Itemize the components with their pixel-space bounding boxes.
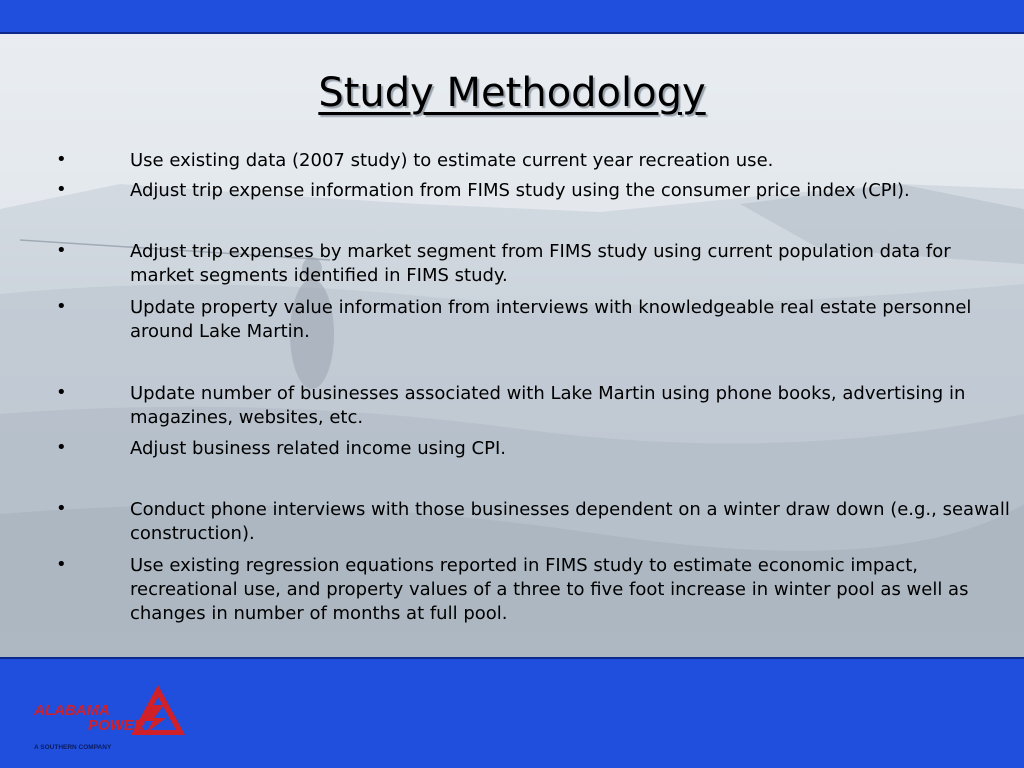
bullet-marker: • (56, 498, 67, 519)
top-banner (0, 0, 1024, 34)
bullet-marker: • (56, 554, 67, 575)
bullet-marker: • (56, 382, 67, 403)
svg-text:A SOUTHERN COMPANY: A SOUTHERN COMPANY (34, 744, 112, 751)
svg-text:ALABAMA: ALABAMA (34, 702, 110, 719)
bullet-text: Update number of businesses associated with Lake Martin using phone books, advertising in magazines, websites, etc. (130, 383, 966, 428)
bullet-text: Adjust trip expenses by market segment from FIMS study using current population data for market segments identified in FIMS study. (130, 241, 951, 286)
bullet-marker: • (56, 437, 67, 458)
bullet-text: Adjust trip expense information from FIMS study using the consumer price index (CPI). (130, 180, 910, 201)
bullet-text: Use existing data (2007 study) to estimate current year recreation use. (130, 150, 774, 171)
bullet-marker: • (56, 149, 67, 170)
bullet-text: Conduct phone interviews with those businesses dependent on a winter draw down (e.g., seawall construction). (130, 499, 1010, 544)
alabama-power-logo (30, 683, 190, 755)
svg-text:POWER: POWER (88, 717, 145, 734)
bullet-marker: • (56, 296, 67, 317)
bullet-marker: • (56, 179, 67, 200)
bullet-text: Adjust business related income using CPI. (130, 438, 506, 459)
slide-title: Study Methodology (318, 70, 706, 116)
bullet-marker: • (56, 240, 67, 261)
bullet-text: Update property value information from interviews with knowledgeable real estate personnel around Lake Martin. (130, 297, 972, 342)
bullet-text: Use existing regression equations reported in FIMS study to estimate economic impact, recreational use, and property values of a three to five foot increase in winter pool as well as changes in number of months at full pool. (130, 555, 969, 624)
